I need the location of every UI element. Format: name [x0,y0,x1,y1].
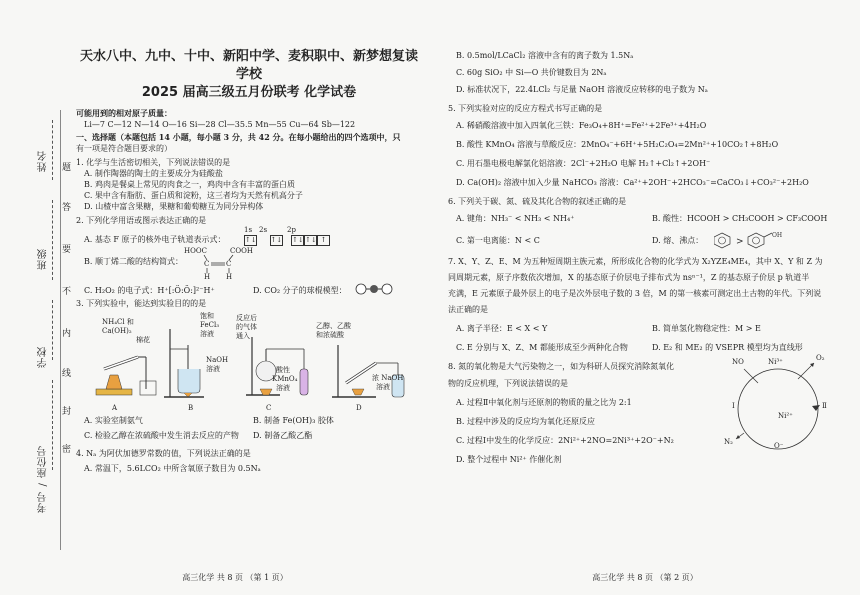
structure-bonds [184,246,264,282]
seal-word: 要 [62,245,72,255]
q5-option-d[interactable]: D. Ca(OH)₂ 溶液中加入少量 NaHCO₃ 溶液：Ca²⁺+2OH⁻+2HCO₃⁻=CaCO₃↓+CO₃²⁻+2H₂O [456,178,809,187]
school-line [52,300,53,360]
school-label: 学校 [38,346,49,368]
q4-option-d[interactable]: D. 标准状况下，22.4LCl₂ 与足量 NaOH 溶液反应转移的电子数为 Nₐ [456,85,708,94]
seat-line [52,380,53,470]
seal-word: 密 [62,445,72,455]
atomic-masses-label: 可能用到的相对原子质量： [76,108,172,118]
q3-option-d[interactable]: D. 制备乙酸乙酯 [253,431,313,440]
seal-word: 线 [62,369,72,379]
svg-text:OH: OH [772,231,783,239]
page-footer: 高三化学 共 8 页 （第 1 页） [182,573,288,582]
q2-option-c[interactable]: C. H₂O₂ 的电子式：H⁺[:Ö:Ö:]²⁻H⁺ [84,285,215,295]
q7-option-b[interactable]: B. 简单氢化物稳定性：M > E [652,324,761,333]
q6-options-ab [456,213,848,224]
q7-options-ab [456,323,848,334]
q3-apparatus-figures: NH₄Cl 和 Ca(OH)₂ 棉花 饱和 FeCl₃ 溶液 NaOH 溶液 反应后 的气体 通入 酸性 KMnO₄ 溶液 乙醇、乙酸 和浓硫酸 浓 NaOH 溶液 A B C D [76,309,422,415]
q1-option-c[interactable]: C. 果中含有脂肪、蛋白质和淀粉，这三者均为天然有机高分子 [84,191,303,200]
q7-line: 同周期元素，原子序数依次增加，X 的基态原子价层电子排布式为 nsⁿ⁻¹，Z 的基态原子价层 p 轨道半 [448,273,810,282]
q2-option-d[interactable]: D. CO₂ 分子的球棍模型： [253,285,422,296]
q6-option-b[interactable]: B. 酸性：HCOOH > CH₃COOH > CF₃COOH [652,214,828,223]
orbital-cell: ↑↓ [292,235,304,244]
seal-word: 答 [62,203,72,213]
q2-stem: 2. 下列化学用语或图示表达正确的是 [76,216,207,225]
q5-option-b[interactable]: B. 酸性 KMnO₄ 溶液与草酸反应：2MnO₄⁻+6H⁺+5H₂C₂O₄=2Mn²⁺+10CO₂↑+8H₂O [456,140,779,149]
q6-option-a[interactable]: A. 键角：NH₃⁻ < NH₃ < NH₄⁺ [456,214,575,223]
q8-option-d[interactable]: D. 整个过程中 Ni²⁺ 作催化剂 [456,455,562,464]
q8-line: 物的反应机理，下列说法错误的是 [448,379,568,388]
q3-option-b[interactable]: B. 制备 Fe(OH)₃ 胶体 [253,416,334,425]
q4-option-b[interactable]: B. 0.5mol/LCaCl₂ 溶液中含有的离子数为 1.5Nₐ [456,51,634,60]
section-title: 一、选择题（本题包括 14 小题，每小题 3 分，共 42 分。在每小题给出的四个选项中，只 [76,132,401,142]
page-footer: 高三化学 共 8 页 （第 2 页） [592,573,698,582]
q3-options-ab [84,415,422,430]
q7-line: 充满，E 元素原子最外层上的电子是次外层电子数的 3 倍，M 的第一核素可测定出土古物的年代。下列说 [448,289,822,298]
class-label: 班级 [38,248,49,270]
q3-option-c[interactable]: C. 检验乙醇在浓硫酸中发生消去反应的产物 [84,431,239,440]
q1-option-b[interactable]: B. 鸡肉是餐桌上常见的肉食之一，鸡肉中含有丰富的蛋白质 [84,180,295,189]
q7-line: 7. X、Y、Z、E、M 为五种短周期主族元素，所形成化合物的化学式为 X₂YZE₄ME₄，其中 X、Y 和 Z 为 [448,257,823,266]
q7-option-d[interactable]: D. E₂ 和 ME₂ 的 VSEPR 模型均为直线形 [652,343,803,352]
q8-line: 8. 氮的氧化物是大气污染物之一，如为科研人员探究消除氮氧化 [448,362,675,371]
class-line [52,200,53,280]
q2-option-b[interactable]: B. 顺丁烯二酸的结构简式： HOOC COOH C C H H [84,246,422,282]
q6-options-cd [456,232,848,248]
q1-option-a[interactable]: A. 制作陶器的陶土的主要成分为硅酸盐 [84,169,223,178]
seal-word: 不 [62,287,72,297]
binding-margin [0,0,72,595]
q5-option-c[interactable]: C. 用石墨电极电解氯化铝溶液：2Cl⁻+2H₂O 电解 H₂↑+Cl₂↑+2OH⁻ [456,159,711,168]
maleic-acid-structure: HOOC COOH C C H H [184,246,264,282]
name-line [52,120,53,180]
q8-option-a[interactable]: A. 过程Ⅱ中氧化剂与还原剂的物质的量之比为 2:1 [456,398,632,407]
q3-options-cd [84,430,422,445]
co2-ball-stick-model [353,281,393,297]
q4-option-a[interactable]: A. 常温下，5.6LCO₂ 中所含氧原子数目为 0.5Nₐ [84,464,261,473]
q7-option-a[interactable]: A. 离子半径：E < X < Y [456,324,548,333]
orbital-cell: ↑ [317,235,330,246]
q4-option-c[interactable]: C. 60g SiO₂ 中 Si—O 共价键数目为 2Nₐ [456,68,607,77]
seal-word: 封 [62,407,72,417]
q1-stem: 1. 化学与生活密切相关，下列说法错误的是 [76,158,231,167]
q8-option-b[interactable]: B. 过程中涉及的反应均为氧化还原反应 [456,417,595,426]
seal-word: 内 [62,329,72,339]
q6-stem: 6. 下列关于碳、氮、硫及其化合物的叙述正确的是 [448,197,627,206]
right-page [430,0,860,595]
q6-option-c[interactable]: C. 第一电离能：N < C [456,235,540,245]
atomic-masses: Li—7 C—12 N—14 O—16 Si—28 Cl—35.5 Mn—55 Cu—64 Sb—122 [84,120,356,129]
svg-text:>: > [736,236,744,247]
seat-label: 考号 / 座位号 [38,445,49,513]
right-content [448,50,848,487]
q1-option-d[interactable]: D. 山楂中富含果糖，果糖和葡萄糖互为同分异构体 [84,202,264,211]
orbital-cell: ↑↓ [305,235,317,244]
q2-options-cd [84,282,422,298]
q7-option-c[interactable]: C. E 分别与 X、Z、M 都能形成至少两种化合物 [456,343,628,352]
q5-stem: 5. 下列实验对应的反应方程式书写正确的是 [448,104,603,113]
orbital-diagram: 1s 2s 2p ↑↓ ↑↓ ↑↓↑↓ ↑ [244,226,330,246]
q4-stem: 4. Nₐ 为阿伏加德罗常数的值，下列说法正确的是 [76,449,251,458]
name-label: 姓名 [38,150,49,172]
q6-option-d[interactable]: D. 熔、沸点： > OH [652,235,848,246]
q7-line: 法正确的是 [448,305,488,314]
benzene-phenol-structures [714,231,804,249]
left-content [76,48,422,474]
q3-stem: 3. 下列实验中，能达到实验目的的是 [76,299,207,308]
q8-option-c[interactable]: C. 过程Ⅰ中发生的化学反应：2Ni²⁺+2NO=2Ni³⁺+2O⁻+N₂ [456,436,674,445]
school-list: 天水八中、九中、十中、新阳中学、麦积职中、新梦想复读学校 [79,49,418,82]
seal-line [60,110,61,550]
q3-option-a[interactable]: A. 实验室制氨气 [84,416,143,425]
seal-word: 题 [62,163,72,173]
orbital-cell: ↑↓ [270,235,283,244]
q5-option-a[interactable]: A. 稀硝酸溶液中加入四氧化三铁：Fe₃O₄+8H⁺=Fe²⁺+2Fe³⁺+4H₂O [456,121,707,130]
exam-title: 2025 届高三级五月份联考 化学试卷 [141,85,357,100]
q2-option-a[interactable]: A. 基态 F 原子的核外电子轨道表示式： 1s 2s 2p ↑↓ ↑↓ ↑↓↑↓ ↑ [84,226,422,246]
reaction-cycle-diagram: NO Ni³⁺ O₂ Ⅰ Ⅱ Ni²⁺ N₂ O⁻ [718,351,848,461]
q8-block [448,354,848,487]
section-title-cont: 有一项是符合题目要求的） [76,144,172,153]
orbital-cell: ↑↓ [245,235,257,244]
